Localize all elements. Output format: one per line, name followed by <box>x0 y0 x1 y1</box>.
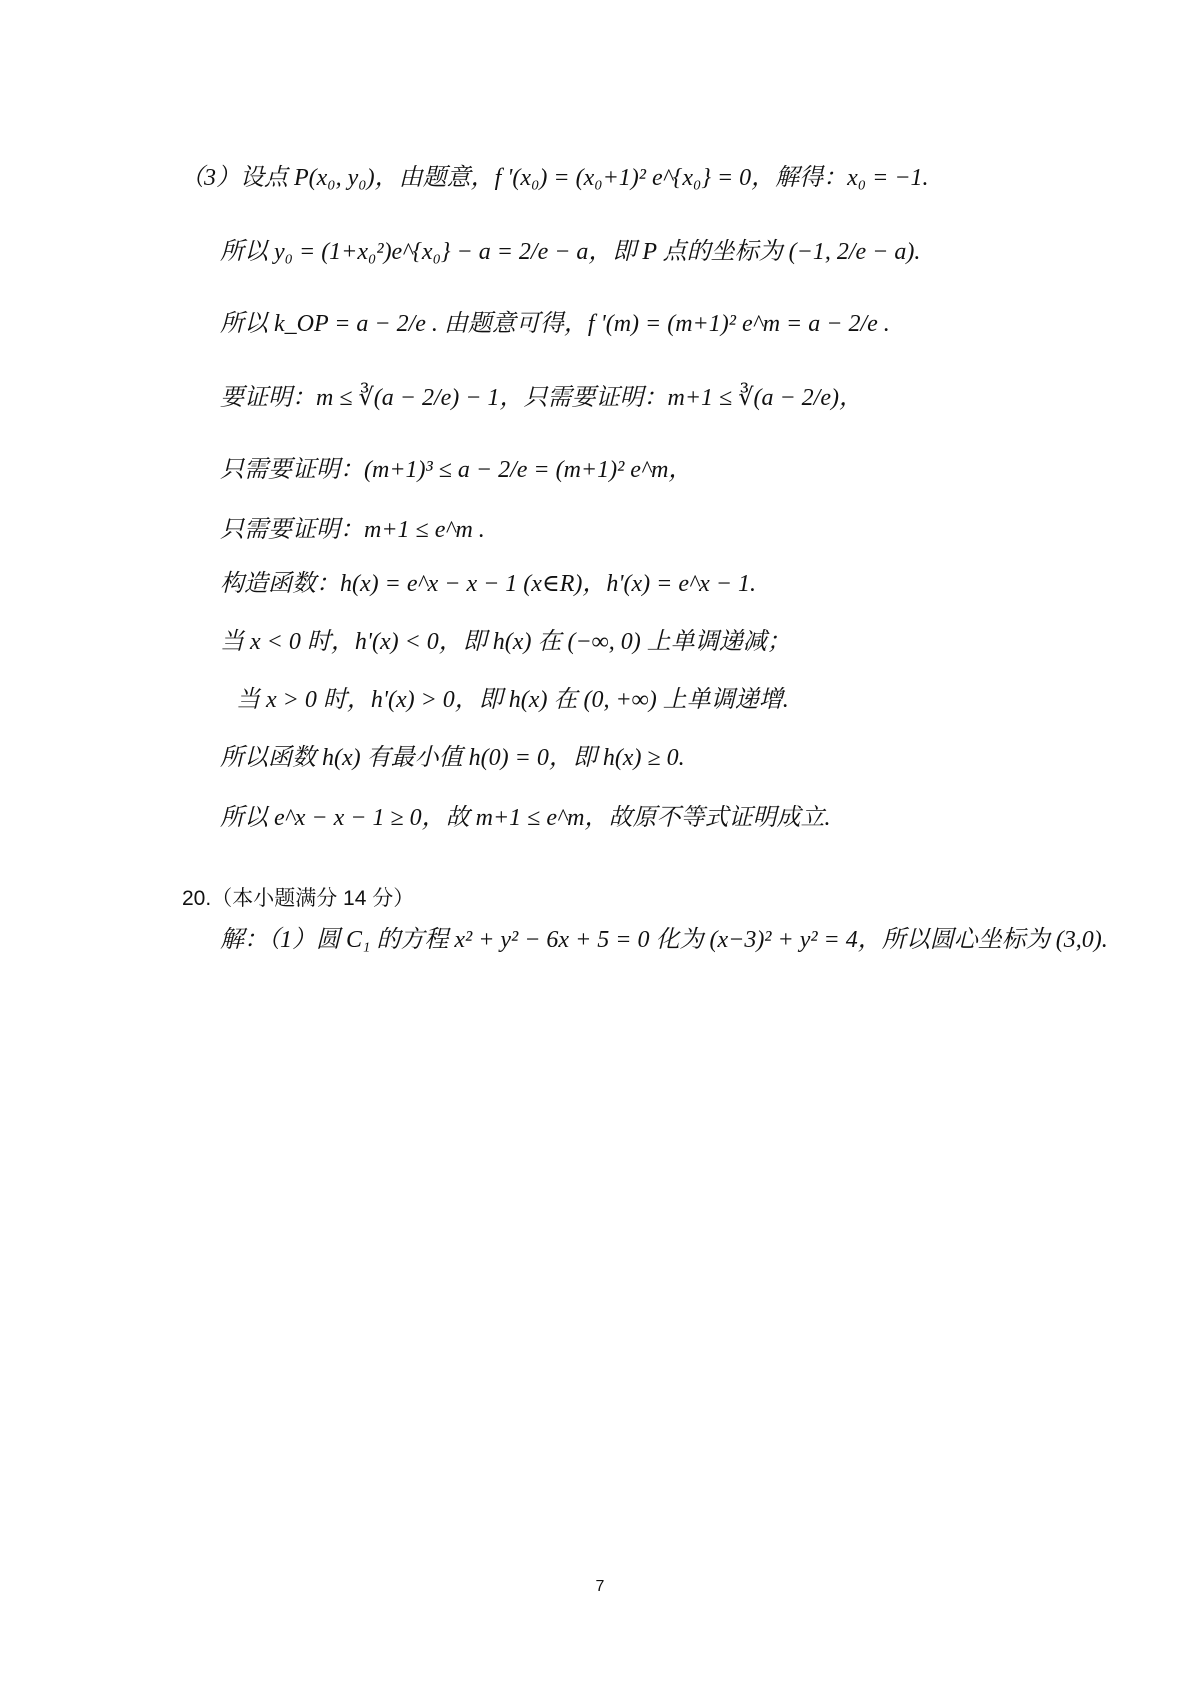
question-20-line-1: 解：（1）圆 C₁ 的方程 x² + y² − 6x + 5 = 0 化为 (x−3)² + y² = 4，所以圆心坐标为 (3,0). <box>220 927 1108 953</box>
solution-line-9: 当 x > 0 时，h'(x) > 0，即 h(x) 在 (0, +∞) 上单调递增. <box>236 687 789 713</box>
solution-line-1: （3）设点 P(x₀, y₀)，由题意，f '(x₀) = (x₀+1)² e^{x₀} = 0，解得：x₀ = −1. <box>180 165 929 191</box>
solution-line-4: 要证明：m ≤ ∛(a − 2/e) − 1，只需要证明：m+1 ≤ ∛(a − 2/e)， <box>220 385 863 411</box>
solution-line-3: 所以 k_OP = a − 2/e . 由题意可得，f '(m) = (m+1)² e^m = a − 2/e . <box>220 311 890 337</box>
solution-line-11: 所以 e^x − x − 1 ≥ 0，故 m+1 ≤ e^m，故原不等式证明成立. <box>220 805 831 831</box>
solution-line-8: 当 x < 0 时，h'(x) < 0，即 h(x) 在 (−∞, 0) 上单调递减； <box>220 629 791 655</box>
solution-line-10: 所以函数 h(x) 有最小值 h(0) = 0，即 h(x) ≥ 0. <box>220 745 685 771</box>
solution-line-7: 构造函数：h(x) = e^x − x − 1 (x∈R)，h'(x) = e^x − 1. <box>220 571 756 597</box>
solution-line-5: 只需要证明：(m+1)³ ≤ a − 2/e = (m+1)² e^m， <box>220 457 693 483</box>
solution-line-6: 只需要证明：m+1 ≤ e^m . <box>220 517 485 543</box>
question-20-title: 20.（本小题满分 14 分） <box>182 887 415 910</box>
solution-line-2: 所以 y₀ = (1+x₀²)e^{x₀} − a = 2/e − a，即 P 点的坐标为 (−1, 2/e − a). <box>220 239 921 265</box>
page-number: 7 <box>595 1578 605 1595</box>
